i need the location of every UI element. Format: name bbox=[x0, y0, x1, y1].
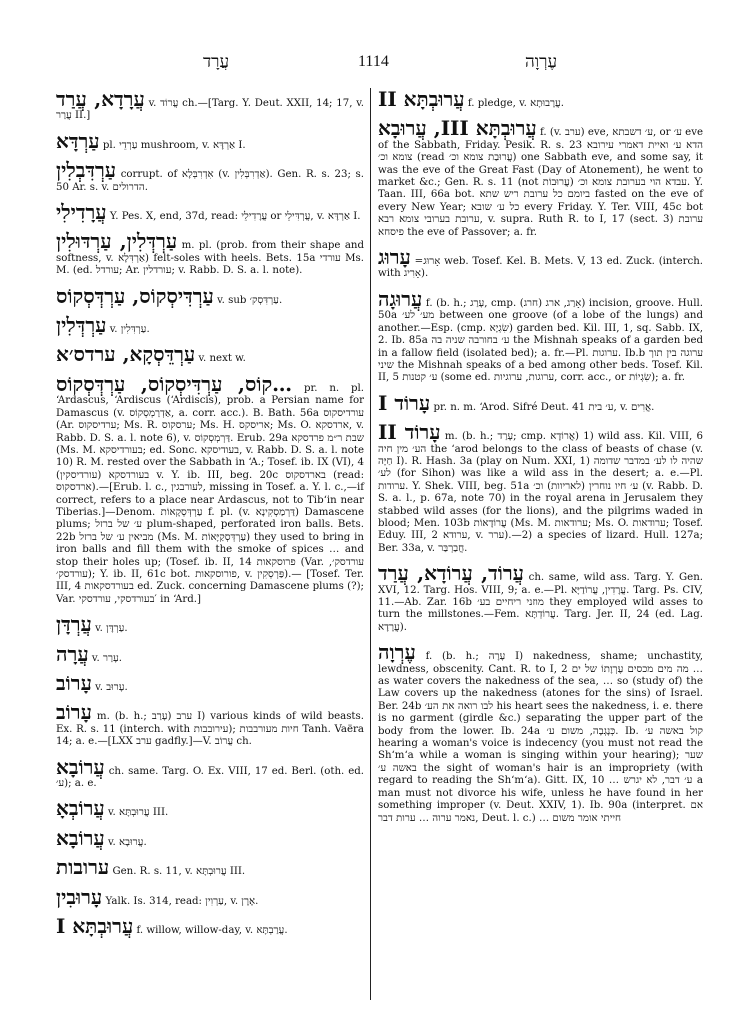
entry-definition: f. (v. ערב) eve, ע׳ דשבתא, or ע׳ eve of the Sabbath, Friday. Pesik. R. s. 23 הדא ע׳ ואיית דאמרי עירובא צומא וכ׳ (read עֲרוּבַת צומא וכ׳) one Sabbath eve, and some say, it was the eve of the Great Fast (Day of Atonement), he went to market &c.; Gen. R. s. 11 (not עֲרוּבוֹת) עבדא הוי בערובת צומא וכ׳. Y. Taan. III, 66a bot. ביומם כל ערובת ריש שתא fasted on the eve of every New Year; כל ע׳ שובא every Friday. Y. Ter. VIII, 45c bot ערובת בערובי צומא רבא, v. supra. Ruth R. to I, 17 (sect. 3) ערובת פיסחא the eve of Passover; a. fr. bbox=[378, 127, 704, 238]
entry-headword: עַרְדֵּסְקָא, ערדס׳א bbox=[56, 342, 196, 367]
dictionary-entry bbox=[56, 756, 364, 791]
entry-headword: עֲרָה bbox=[56, 641, 89, 666]
dictionary-entry bbox=[56, 613, 364, 635]
dictionary-entry bbox=[56, 285, 364, 307]
entry-headword: עֲרוֹבָא bbox=[56, 825, 105, 850]
entry-definition: Yalk. Is. 314, read: עַרְוִין, v. אֶרֶן. bbox=[105, 895, 259, 907]
dictionary-entry bbox=[378, 392, 703, 414]
entry-definition: v. עָרוּב. bbox=[95, 682, 128, 693]
entry-headword: עֲרוּבְתָּא I bbox=[56, 914, 134, 939]
entry-definition: pr. n. m. ʻArod. Sifré Deut. 41 ע׳ בית, v. אֲרִים. bbox=[433, 401, 655, 413]
entry-headword: עַרְדָּא bbox=[56, 128, 100, 153]
dictionary-entry bbox=[56, 130, 364, 152]
entry-definition: v. עָרַר. bbox=[91, 652, 122, 664]
dictionary-entry bbox=[56, 856, 364, 878]
dictionary-entry bbox=[56, 159, 364, 194]
entry-definition: v. עֲרוּבָא. bbox=[108, 836, 147, 848]
dictionary-entry bbox=[56, 230, 364, 277]
dictionary-entry bbox=[378, 641, 703, 825]
entry-definition: v. עַרְדָּן. bbox=[95, 623, 128, 635]
entry-definition: pl. עַרְדֵי mushroom, v. אַרְדָּא I. bbox=[102, 139, 246, 151]
entry-headword: עֲרָדָא, עֲרַד bbox=[56, 87, 145, 111]
dictionary-entry bbox=[56, 643, 364, 665]
column-divider bbox=[370, 88, 371, 1000]
entry-definition: f. (b. h.; עָרַג, cmp. אָרַג, ארג (חרג)) incision, groove. Hull. 50a מע׳ לע׳ between one groove (of a lobe of the lungs) and another.—Esp. (cmp. שִׂגְיָא) garden bed. Kil. III, 1, sq. Sabb. IX, 2. Ib. 85a ע׳ בחורבה שניה בה the Mishnah speaks of a garden bed in a fallow field (isolated bed); a. fr.—Pl. ערוגות. Ib.b ערוגה בין תוך שיני the Mishnah speaks of a bed among other beds. Tosef. Kil. II, 5 ע׳ קטנות (some ed. ערוגות, ערוגיות, corr. acc., or שִׂגְיוֹת); a. fr. bbox=[378, 297, 704, 384]
entry-headword: עֲרוֹבְאָ bbox=[56, 796, 105, 821]
dictionary-entry bbox=[56, 797, 364, 819]
entry-headword: עַרְדְּלִין bbox=[56, 313, 107, 338]
page-header bbox=[0, 52, 750, 78]
entry-definition: m. pl. (prob. from their shape and softness, v. אַרְדִּלָא) felt-soles with heels. Bets. 15a עורדי Ms. M. (ed. עורדל; Ar. עורדלין; v. Rabb. D. S. a. l. note). bbox=[56, 240, 365, 277]
page-number: 1114 bbox=[358, 53, 389, 70]
entry-headword: עֲרָדִילִי bbox=[56, 200, 107, 225]
entry-headword: עָרוֹד I bbox=[378, 390, 431, 415]
entry-definition: corrupt. of אִדְרִבְּלָא (v. אַדְרִבְּלִין). Gen. R. s. 23; s. 50 Ar. s. v. הדרולים. bbox=[56, 169, 364, 193]
dictionary-entry bbox=[56, 915, 364, 937]
entry-definition: Gen. R. s. 11, v. עֲרוּבְתָּא III. bbox=[112, 866, 246, 878]
dictionary-entry bbox=[56, 701, 364, 748]
entry-definition: Y. Pes. X, end, 37d, read: עֲרָדִילֵי or עֲרְדִּילֵי, v. אַרְדָּא I. bbox=[109, 211, 361, 223]
left-column bbox=[56, 88, 364, 944]
entry-definition: f. willow, willow-day, v. עֲרַבְתָּא. bbox=[136, 925, 288, 937]
header-right-word: עֶרְוָה bbox=[525, 52, 558, 72]
entry-definition: f. pledge, v. עֲרָבוּתָא. bbox=[467, 98, 565, 109]
entry-headword: …קוֹס, עַרְדִּיסְקוֹס, עַרְדְּסְקוֹס bbox=[56, 371, 293, 396]
dictionary-entry bbox=[56, 827, 364, 849]
dictionary-entry bbox=[56, 672, 364, 694]
dictionary-entry bbox=[378, 88, 703, 110]
entry-headword: עָרוּבִין bbox=[56, 884, 103, 909]
entry-definition: f. (b. h.; עָרָה I) nakedness, shame; unchastity, lewdness, obscenity. Cant. R. to I, 2 מה מים מכסים עֶרְוָתוֹ של ים … as water covers the nakedness of the sea, … so (study of) the Law covers up the nakedness (atones for the sins) of Israel. Ber. 24b לבו רואה את הע׳ his heart sees the nakedness, i. e. there is no garment (girdle &c.) separating the upper part of the body from the lower. Ib. 24a כְּנָגְבָה, משום ע׳. Ib. קול באשה ע׳ hearing a woman's voice is indecency (you must not read the Shʻmʻa while a woman is singing within your hearing); שער באשה ע׳ the sight of woman's hair is an impropriety (with regard to reading the Shʻmʻa). Gitt. IX, 10 … ע׳ דבר, לא יגרש a man must not divorce his wife, unless he have found in her something improper (v. Deut. XXIV, 1). Ib. 90a (interpret. אם נאמר ערוה … ערות דבר, Deut. l. c.) … חייתי אומר משום bbox=[378, 651, 704, 824]
entry-definition: v. next w. bbox=[198, 353, 246, 365]
dictionary-entry bbox=[56, 88, 364, 123]
entry-definition: v. עֲרוּבְתָּא III. bbox=[108, 807, 169, 819]
dictionary-entry bbox=[378, 117, 703, 239]
entry-headword: עֲרְדָּן bbox=[56, 612, 92, 637]
entry-headword: עֲרוּבְתָּא II bbox=[378, 87, 465, 111]
right-column bbox=[378, 88, 703, 832]
entry-headword: ערובות bbox=[56, 855, 110, 880]
dictionary-entry bbox=[56, 886, 364, 908]
entry-headword: עֲרוֹבָא bbox=[56, 754, 105, 779]
dictionary-entry bbox=[56, 343, 364, 365]
entry-headword: עָרוֹד II bbox=[378, 420, 441, 445]
entry-headword: עָרוֹב bbox=[56, 700, 92, 725]
dictionary-entry bbox=[378, 562, 703, 634]
entry-definition: m. (b. h.; עָרַב) ערב I) various kinds of wild beasts. Ex. R. s. 11 (interch. with עירובבות); חיות מעורבבות Tanh. Vaëra 14; a. e.—[LXX ערב gadfly.]—V. עֲרוֹב ch. bbox=[56, 711, 364, 748]
dictionary-entry bbox=[56, 201, 364, 223]
entry-headword: עָרוּג bbox=[378, 245, 411, 270]
entry-definition: v. sub עַרְדִּסְק׳. bbox=[217, 294, 283, 306]
dictionary-entry bbox=[378, 421, 703, 555]
entry-headword: עַרְדְּלִין, עַרְדּוּלִין bbox=[56, 229, 178, 254]
dictionary-entry bbox=[378, 288, 703, 385]
dictionary-entry bbox=[56, 373, 364, 606]
entry-definition: v. עֲרוֹד ch.—[Targ. Y. Deut. XXII, 14; 17, v. עֲרַר II.] bbox=[56, 98, 364, 122]
dictionary-entry bbox=[56, 314, 364, 336]
entry-headword: עֶרְוָה bbox=[378, 640, 416, 665]
dictionary-entry bbox=[378, 246, 703, 281]
entry-headword: עַרְדִּיסְקוֹס, עַרְדְּסְקוֹס bbox=[56, 283, 214, 308]
entry-definition: pr. n. pl. ʻArdascus, ʻArdiscus (ʻArdiscis), prob. a Persian name for Damascus (v. אַדְרַמְסְקוֹס, a. corr. acc.). B. Bath. 56a עורדיסקוס (Ar. ערדיסקוס; Ms. R. ערסקוס; Ms. H. אריסקס; Ms. O. ארדסקא, v. Rabb. D. S. a. l. note 6), v. דַּרְמְסְקוֹס. Erub. 29a שבת ר״מ פרדסקא (Ms. M. בעורדיסקא; ed. Sonc. בעודיסקא, v. Rabb. D. S. a. l. note 10) R. M. rested over the Sabbath in ʻA.; Tosef. ib. IX (VI), 4 בעורדסקא (עורדיסקין) v. Y. ib. III, beg. 20c בארדסקוס (read: ארדסקוס).—[Erub. l. c., לעורבגין, missing in Tosef. a. Y. l. c.,—if correct, refers to a place near Ardascus, not to Tibʻin near Tiberias.]—Denom. עַרְדְּסְקָאוֹת f. pl. (v. דַּרְמַסְקִינָא) Damascene plums; ע׳ של ברזל plum-shaped, perforated iron balls. Bets. 22b מביאין ע׳ של ברזל (Ms. M. עַרְדְּסְקַיָּאוֹת) they used to bring in iron balls and fill them with the smoke of spices … and stop their holes up; (Tosef. ib. II, 14 פרוסקאות (Var. עורדסק׳, עורדסק׳); Y. ib. II, 61c bot. פורוסקאות, v. פַּרְסְקִין).— [Tosef. Ter. III, 4 בעורדסקאות ed. Zuck. concerning Damascene plums (?); Var. בעורדסקי, עורדסקי′ in ʻArd.] bbox=[56, 382, 365, 605]
entry-headword: עֲרוֹד, עֲרוֹדָא, עֲרַד bbox=[378, 561, 524, 586]
entry-headword: עָרוֹב bbox=[56, 671, 92, 695]
entry-headword: עֲרוּבְתָּא III, עֲרוּבָא bbox=[378, 116, 537, 141]
entry-definition: ch. same, wild ass. Targ. Y. Gen. XVI, 12. Targ. Hos. VIII, 9; a. e.—Pl. עֲרָדִין, עֲרוֹדַיָּא. Targ. Ps. CIV, 11.—Ab. Zar. 16b מוזני ריחיים בע׳ they employed wild asses to turn the millstones.—Fem. עֲרוֹדְתָּא. Targ. Jer. II, 24 (ed. Lag. עֲרָדָא). bbox=[378, 572, 703, 633]
entry-definition: m. (b. h.; עָרַד; cmp. אֲרוֹדָא) 1) wild ass. Kil. VIII, 6 הע׳ מין חיה the ʻarod belongs to the class of beasts of chase (v. חַיָּה I). R. Hash. 3a (play on Num. XXI, 1) שהיה לו לע׳ במדבר שדומה לע׳ (for Sihon) was like a wild ass in the desert; a. e.—Pl. ערודות. Y. Shek. VIII, beg. 51a ע׳ חיו נוחרין (לאריוות) וכ׳ (v. Rabb. D. S. a. l., p. 67a, note 70) in the royal arena in Jerusalem they stabbed wild asses (for the lions), and the pilgrims waded in blood; Men. 103b עֲרוֹדָאוֹת (Ms. M. ערודאות; Ms. O. ערודאות; Tosef. Eduy. III, 2 ערודא, v. ערר).—2) a species of lizard. Hull. 127a; Ber. 33a, v. חֲבַרְבַּר. bbox=[378, 431, 704, 554]
header-left-word: עֲרָד bbox=[203, 52, 230, 72]
entry-headword: עַרְדִּבְלִין bbox=[56, 158, 117, 183]
entry-definition: ch. same. Targ. O. Ex. VIII, 17 ed. Berl. (oth. ed. ע׳); a. e. bbox=[56, 765, 364, 790]
entry-headword: עֲרוּגָה bbox=[378, 286, 423, 311]
entry-definition: =אָרוּג web. Tosef. Kel. B. Mets. V, 13 ed. Zuck. (interch. with אָרִיג). bbox=[378, 256, 703, 280]
entry-definition: v. עַרְדִּלִין. bbox=[109, 324, 150, 336]
